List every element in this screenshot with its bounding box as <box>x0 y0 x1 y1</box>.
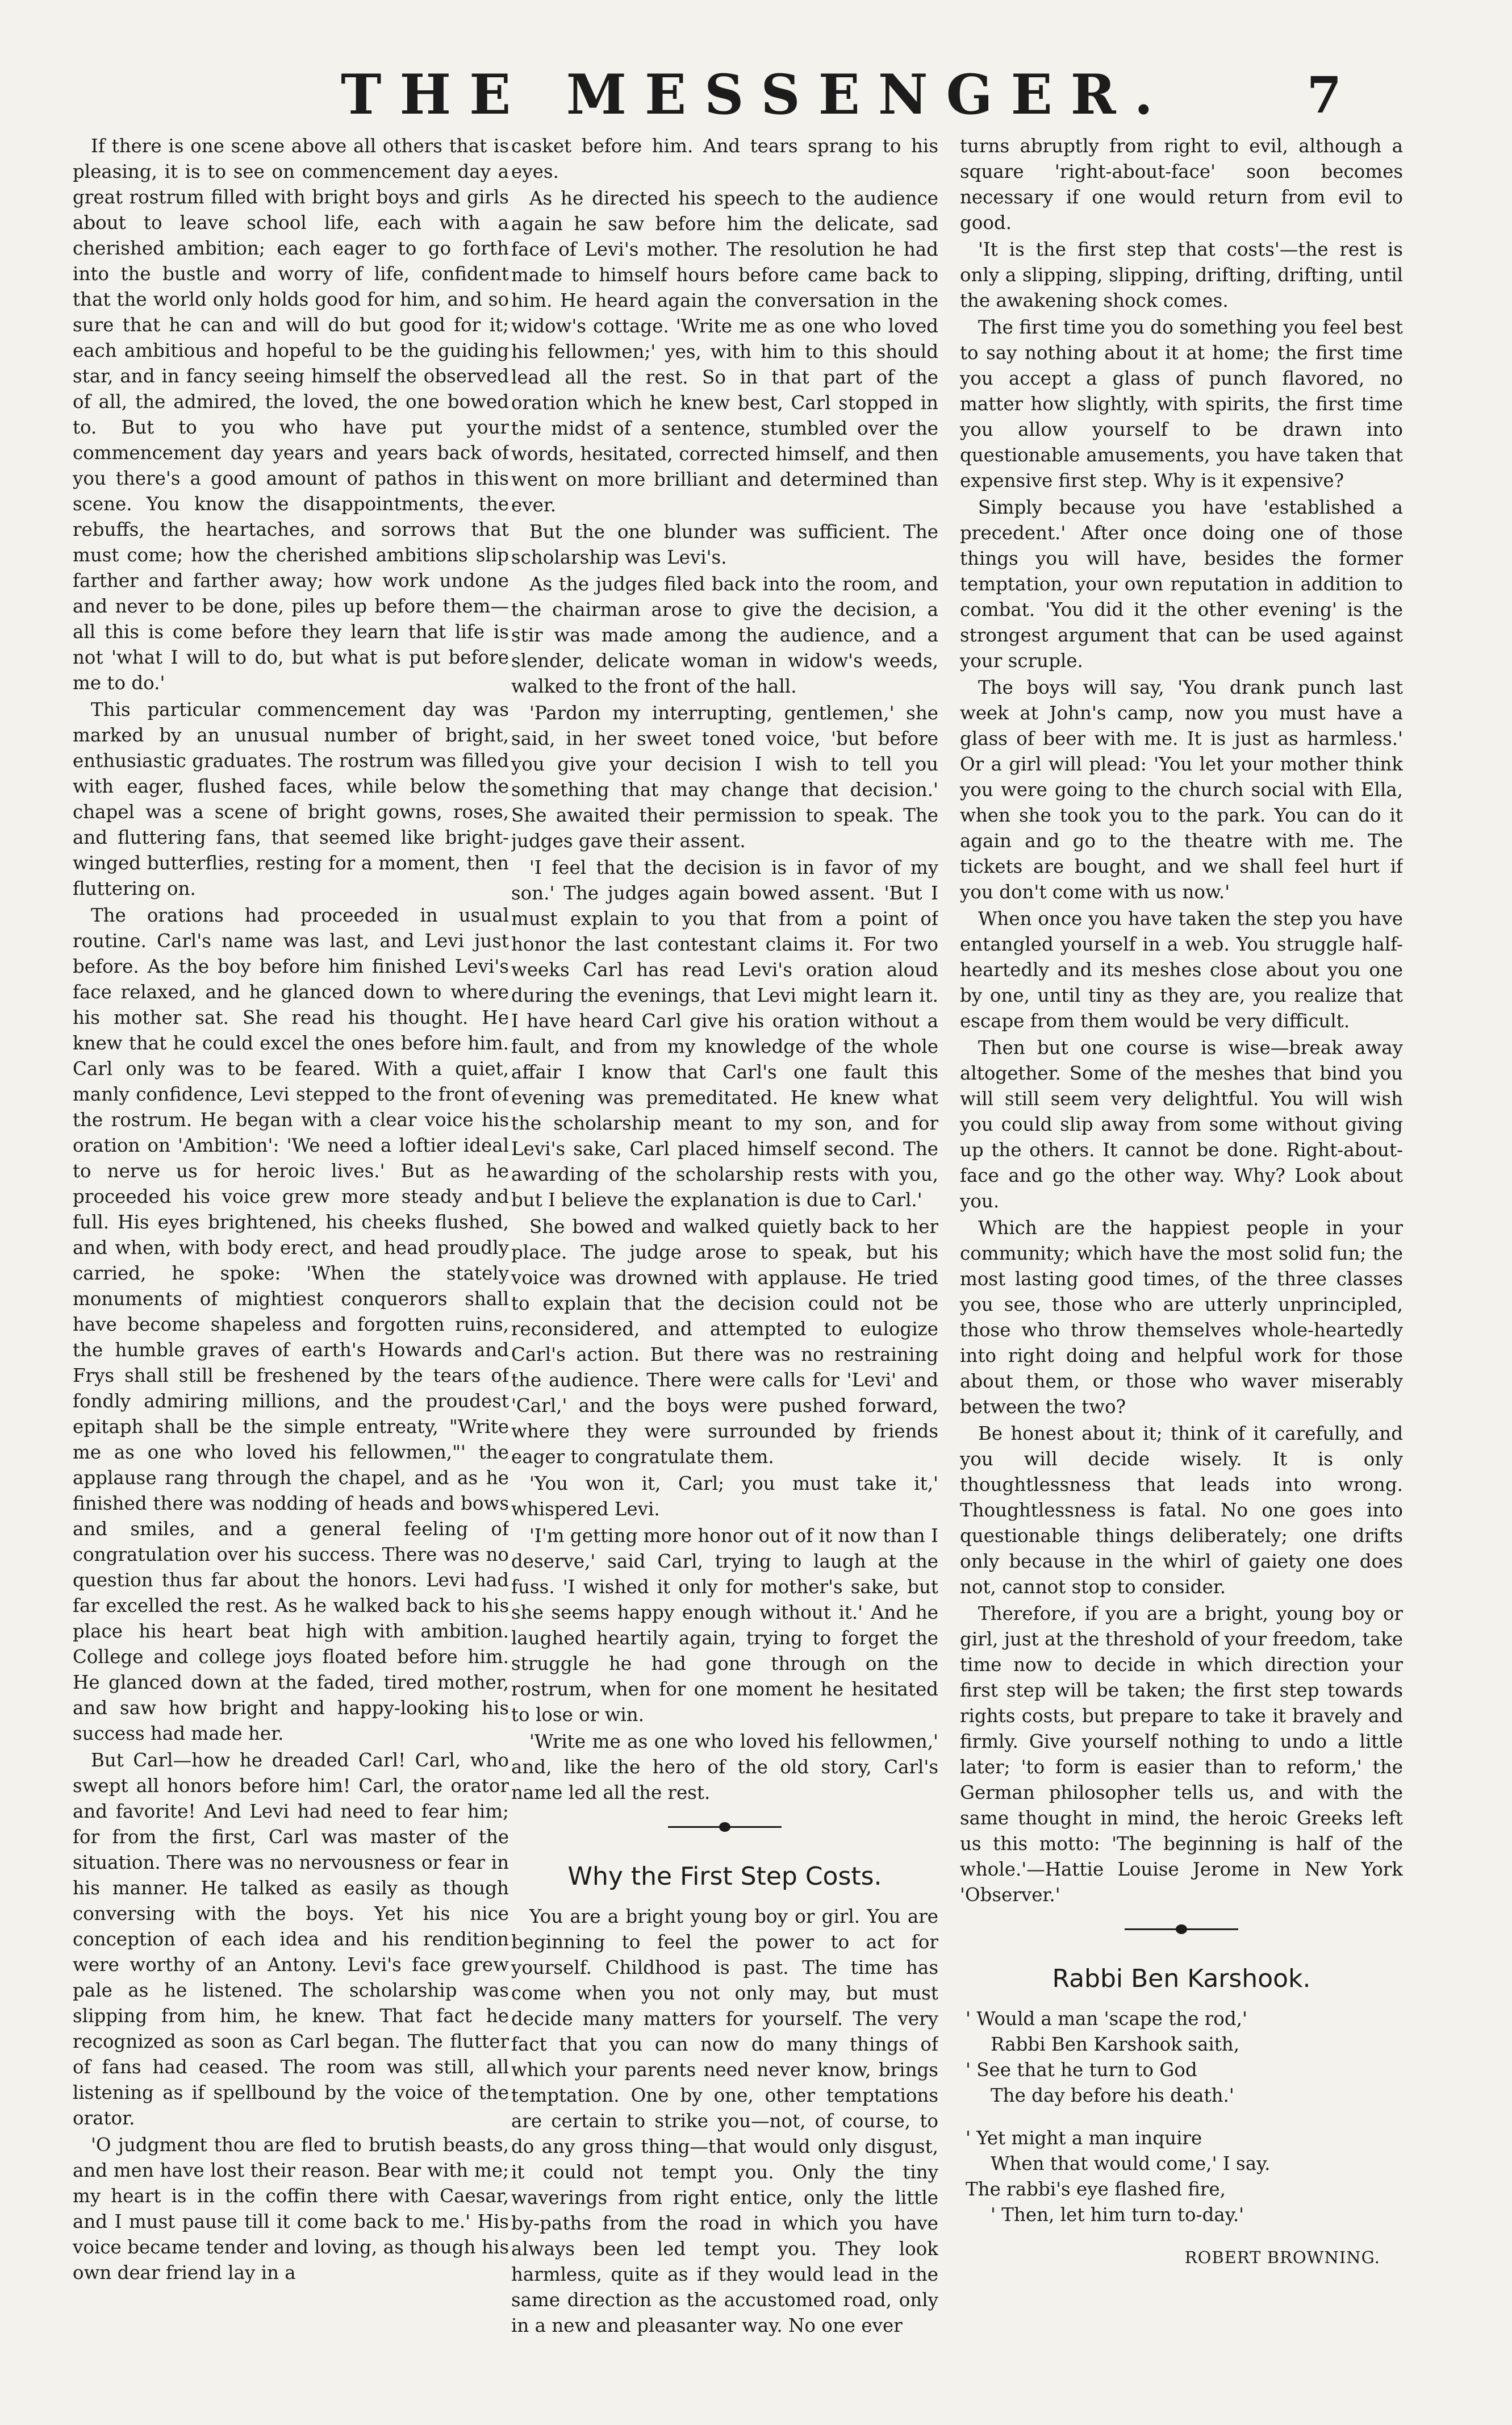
poem-stanza <box>966 2126 1403 2228</box>
article-paragraph: The first time you do something you feel best to say nothing about it at home; the first time you accept a glass of punch flavored, no matter how slightly, with spirits, the first time you allow yourself to be drawn into questionable amusements, you have taken that expensive first step. Why is it expensive? <box>960 316 1403 491</box>
story-paragraph: This particular commencement day was marked by an unusual number of bright, enthusiastic graduates. The rostrum was filled with eager, flushed faces, while below the chapel was a scene of bright gowns, roses, and fluttering fans, that seemed like bright-winged butterflies, resting for a moment, then fluttering on. <box>73 699 509 899</box>
newspaper-title: THE MESSENGER. <box>341 63 1171 127</box>
poem-line: The day before his death.' <box>991 2085 1234 2106</box>
story-paragraph: 'Pardon my interrupting, gentlemen,' she said, in her sweet toned voice, 'but before you give your decision I wish to tell you something that may change that decision.' She awaited their permission to speak. The judges gave their assent. <box>511 702 938 852</box>
section-divider <box>668 1826 782 1828</box>
poem-line: ' See that he turn to God <box>966 2059 1197 2081</box>
article-paragraph: You are a bright young boy or girl. You are beginning to feel the power to act for yourself. Childhood is past. The time has come when you not only may, but must decide many matters for yourself. The very fact that you can now do many things of which your parents need never know, brings temptation. One by one, other temptations are certain to strike you—not, of course, to do any gross thing—that would only disgust, it could not tempt you. Only the tiny waverings from right entice, only the little by-paths from the road in which you have always been led tempt you. They look harmless, quite as if they would lead in the same direction as the accustomed road, only in a new and pleasanter way. No one ever <box>511 1906 938 2336</box>
poem-author: ROBERT BROWNING. <box>1184 2248 1380 2267</box>
article-title-first-step: Why the First Step Costs. <box>567 1862 882 1891</box>
story-paragraph: If there is one scene above all others that is pleasing, it is to see on commencement day a great rostrum filled with bright boys and girls about to leave school life, each with a cherished ambition; each eager to go forth into the bustle and worry of life, confident that the world only holds good for him, and so sure that he can and will do but good for it; each ambitious and hopeful to be the guiding star, and in fancy seeing himself the observed of all, the admired, the loved, the one bowed to. But to you who have put your commencement day years and years back of you there's a good amount of pathos in this scene. You know the disappointments, the rebuffs, the heartaches, and sorrows that must come; how the cherished ambitions slip farther and farther away; how work undone and never to be done, piles up before them—all this is come before they learn that life is not 'what I will to do, but what is put before me to do.' <box>73 135 509 694</box>
story-paragraph: casket before him. And tears sprang to his eyes. <box>511 135 938 182</box>
poem-line: The rabbi's eye flashed fire, <box>966 2178 1226 2200</box>
poem-title: Rabbi Ben Karshook. <box>1052 1964 1311 1993</box>
story-paragraph: The orations had proceeded in usual routine. Carl's name was last, and Levi just before. As the boy before him finished Levi's face relaxed, and he glanced down to where his mother sat. She read his thought. He knew that he could excel the ones before him. Carl only was to be feared. With a quiet, manly confidence, Levi stepped to the front of the rostrum. He began with a clear voice his oration on 'Ambition': 'We need a loftier ideal to nerve us for heroic lives.' But as he proceeded his voice grew more steady and full. His eyes brightened, his cheeks flushed, and when, with body erect, and head proudly carried, he spoke: 'When the stately monuments of mightiest conquerors shall have become shapeless and forgotten ruins, the humble graves of earth's Howards and Frys shall still be freshened by the tears of fondly admiring millions, and the proudest epitaph shall be the simple entreaty, "Write me as one who loved his fellowmen,"' the applause rang through the chapel, and as he finished there was nodding of heads and bows and smiles, and a general feeling of congratulation over his success. There was no question thus far about the honors. Levi had far excelled the rest. As he walked back to his place his heart beat high with ambition. College and college joys floated before him. He glanced down at the faded, tired mother, and saw how bright and happy-looking his success had made her. <box>73 905 509 1744</box>
poem-line: ' Then, let him turn to-day.' <box>991 2204 1244 2226</box>
article-paragraph: Then but one course is wise—break away altogether. Some of the meshes that bind you will still seem very delightful. You will wish you could slip away from some without giving up the others. It cannot be done. Right-about-face and go the other way. Why? Look about you. <box>960 1037 1403 1212</box>
story-paragraph: As the judges filed back into the room, and the chairman arose to give the decision, a stir was made among the audience, and a slender, delicate woman in widow's weeds, walked to the front of the hall. <box>511 573 938 697</box>
story-paragraph: She bowed and walked quietly back to her place. The judge arose to speak, but his voice was drowned with applause. He tried to explain that the decision could not be reconsidered, and attempted to eulogize Carl's action. But there was no restraining the audience. There were calls for 'Levi' and 'Carl,' and the boys were pushed forward, where they were surrounded by friends eager to congratulate them. <box>511 1216 938 1468</box>
story-paragraph: 'O judgment thou are fled to brutish beasts, and men have lost their reason. Bear with me; my heart is in the coffin there with Caesar, and I must pause till it come back to me.' His voice became tender and loving, as though his own dear friend lay in a <box>73 2134 509 2284</box>
column-3 <box>960 134 1403 2395</box>
article-paragraph: Be honest about it; think of it carefully, and you will decide wisely. It is only thoughtlessness that leads into wrong. Thoughtlessness is fatal. No one goes into questionable things deliberately; one drifts only because in the whirl of gaiety one does not, cannot stop to consider. <box>960 1423 1403 1598</box>
column-1 <box>73 134 509 2395</box>
poem-line: Rabbi Ben Karshook saith, <box>991 2034 1240 2055</box>
story-paragraph: 'You won it, Carl; you must take it,' whispered Levi. <box>511 1473 938 1520</box>
poem-line: When that would come,' I say. <box>991 2153 1271 2174</box>
article-paragraph: Which are the happiest people in your community; which have the most solid fun; the most lasting good times, of the three classes you see, those who are utterly unprincipled, those who throw themselves whole-heartedly into right doing and helpful work for those about them, or those who waver miserably between the two? <box>960 1217 1403 1418</box>
column-2 <box>511 134 938 2395</box>
page-number: 7 <box>1306 65 1342 124</box>
poem-line: ' Yet might a man inquire <box>966 2127 1202 2149</box>
story-paragraph: As he directed his speech to the audience again he saw before him the delicate, sad face of Levi's mother. The resolution he had made to himself hours before came back to him. He heard again the conversation in the widow's cottage. 'Write me as one who loved his fellowmen;' yes, with him to this should lead all the rest. So in that part of the oration which he knew best, Carl stopped in the midst of a sentence, stumbled over the words, hesitated, corrected himself, and then went on more brilliant and determined than ever. <box>511 188 938 516</box>
story-paragraph: But Carl—how he dreaded Carl! Carl, who swept all honors before him! Carl, the orator and favorite! And Levi had need to fear him; for from the first, Carl was master of the situation. There was no nervousness or fear in his manner. He talked as easily as though conversing with the boys. Yet his nice conception of each idea and his rendition were worthy of an Antony. Levi's face grew pale as he listened. The scholarship was slipping from him, he knew. That fact he recognized as soon as Carl began. The flutter of fans had ceased. The room was still, all listening as if spellbound by the voice of the orator. <box>73 1749 509 2129</box>
poem-stanza <box>966 2006 1403 2109</box>
poem <box>966 2006 1403 2270</box>
masthead <box>0 52 1512 138</box>
article-paragraph: When once you have taken the step you have entangled yourself in a web. You struggle half-heartedly and its meshes close about you one by one, until tiny as they are, you realize that escape from them would be very difficult. <box>960 908 1403 1032</box>
article-paragraph: Therefore, if you are a bright, young boy or girl, just at the threshold of your freedom, take time now to decide in which direction your first step will be taken; the first step towards rights costs, but prepare to take it bravely and firmly. Give yourself nothing to undo a little later; 'to form is easier than to reform,' the German philosopher tells us, and with the same thought in mind, the heroic Greeks left us this motto: 'The beginning is half of the whole.'—Hattie Louise Jerome in New York 'Observer.' <box>960 1603 1403 1906</box>
story-paragraph: 'I feel that the decision is in favor of my son.' The judges again bowed assent. 'But I must explain to you that from a point of honor the last contestant claims it. For two weeks Carl has read Levi's oration aloud during the evenings, that Levi might learn it. I have heard Carl give his oration without a fault, and from my knowledge of the whole affair I know that Carl's one fault this evening was premeditated. He knew what the scholarship meant to my son, and for Levi's sake, Carl placed himself second. The awarding of the scholarship rests with you, but I believe the explanation is due to Carl.' <box>511 857 938 1211</box>
article-paragraph: Simply because you have 'established a precedent.' After once doing one of those things you will have, besides the former temptation, your own reputation in addition to combat. 'You did it the other evening' is the strongest argument that can be used against your scruple. <box>960 497 1403 672</box>
story-paragraph: 'Write me as one who loved his fellowmen,' and, like the hero of the old story, Carl's name led all the rest. <box>511 1731 938 1803</box>
story-paragraph: But the one blunder was sufficient. The scholarship was Levi's. <box>511 521 938 568</box>
article-paragraph: turns abruptly from right to evil, although a square 'right-about-face' soon becomes necessary if one would return from evil to good. <box>960 135 1403 234</box>
poem-line: ' Would a man 'scape the rod,' <box>966 2008 1247 2030</box>
article-paragraph: The boys will say, 'You drank punch last week at John's camp, now you must have a glass of beer with me. It is just as harmless.' Or a girl will plead: 'You let your mother think you were going to the church social with Ella, when she took you to the park. You can do it again and go to the theatre with me. The tickets are bought, and we shall feel hurt if you don't come with us now.' <box>960 677 1403 903</box>
section-divider <box>1125 1928 1238 1930</box>
article-paragraph: 'It is the first step that costs'—the rest is only a slipping, slipping, drifting, drifting, until the awakening shock comes. <box>960 239 1403 311</box>
story-paragraph: 'I'm getting more honor out of it now than I deserve,' said Carl, trying to laugh at the fuss. 'I wished it only for mother's sake, but she seems happy enough without it.' And he laughed heartily again, trying to forget the struggle he had gone through on the rostrum, when for one moment he hesitated to lose or win. <box>511 1525 938 1726</box>
